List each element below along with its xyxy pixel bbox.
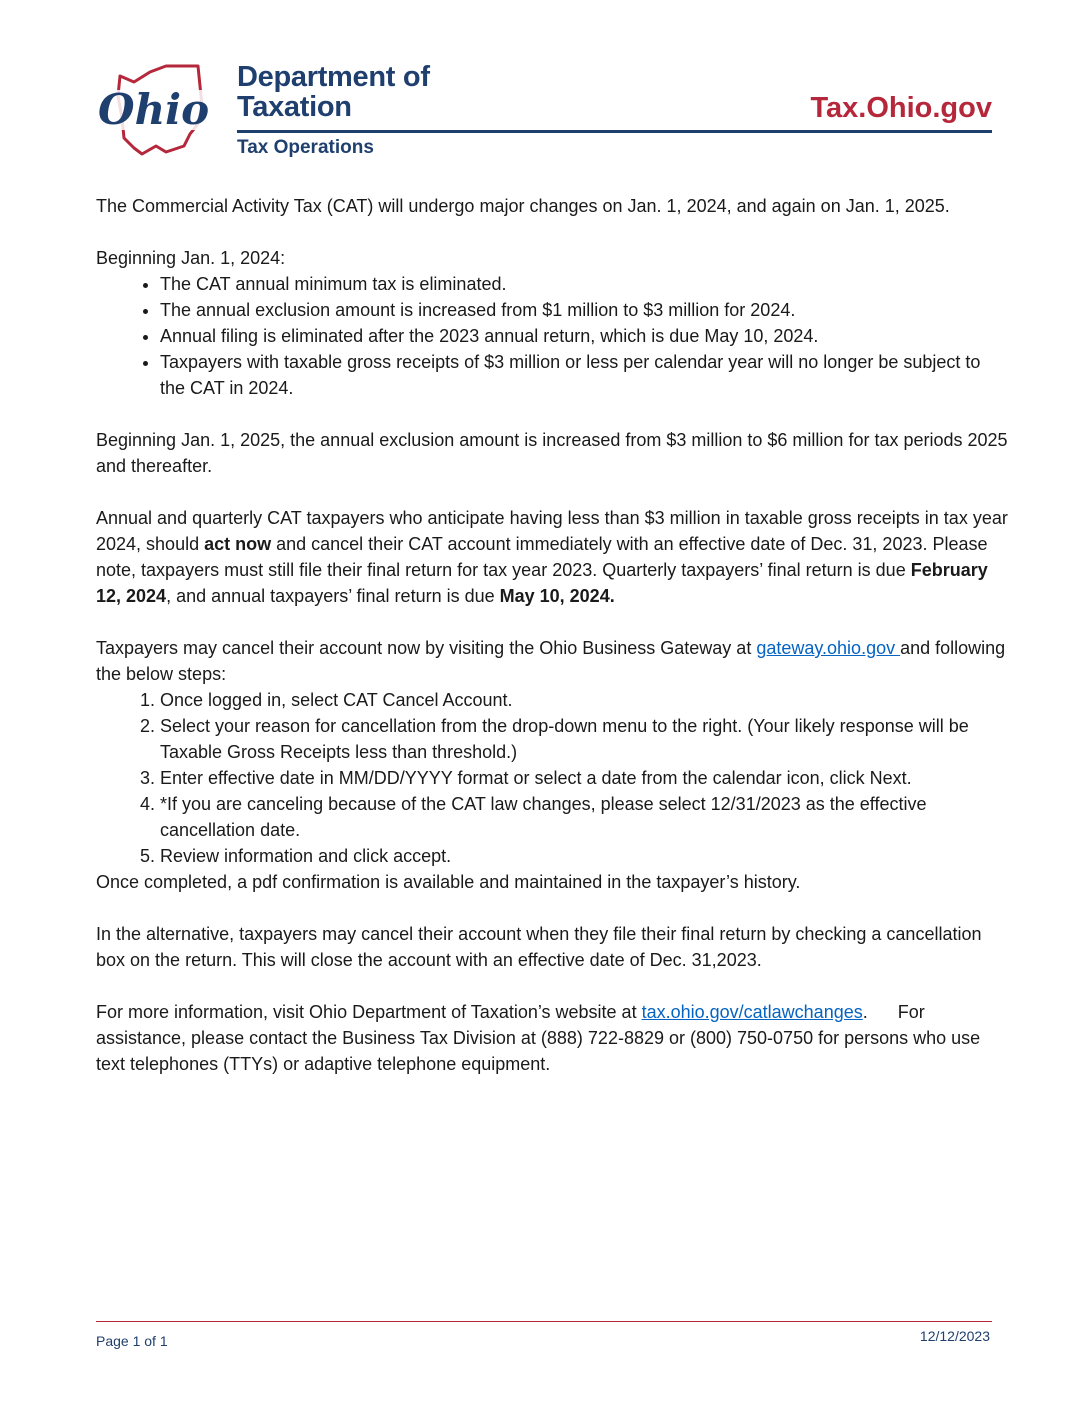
- footer-date: 12/12/2023: [919, 1328, 990, 1344]
- division-name: Tax Operations: [237, 137, 374, 158]
- step-item: 3. Enter effective date in MM/DD/YYYY format or select a date from the calendar icon, click Next.: [160, 765, 1008, 791]
- ohio-logo-icon: [94, 62, 218, 160]
- quarterly-due-date: February 12, 2024: [96, 560, 988, 606]
- act-text-3: , and annual taxpayers’ final return is due: [166, 586, 500, 606]
- site-url[interactable]: Tax.Ohio.gov: [810, 92, 992, 124]
- list-item: • Annual filing is eliminated after the 2023 annual return, which is due May 10, 2024.: [160, 323, 1008, 349]
- document-body: [96, 193, 1008, 1103]
- step-item: 5. Review information and click accept.: [160, 843, 1008, 869]
- list-item: • The CAT annual minimum tax is eliminated.: [160, 271, 1008, 297]
- section-2024-heading: Beginning Jan. 1, 2024:: [96, 248, 286, 268]
- completed-paragraph: Once completed, a pdf confirmation is available and maintained in the taxpayer’s history.: [96, 872, 801, 892]
- cancel-text-2: and following the below steps:: [96, 638, 1006, 684]
- gateway-link[interactable]: gateway.ohio.gov: [756, 638, 901, 658]
- footer-divider: [96, 1321, 992, 1322]
- cancel-paragraph: [96, 635, 1008, 687]
- act-text-1: Annual and quarterly CAT taxpayers who anticipate having less than $3 million in taxable gross receipts in tax year 2024, should: [96, 508, 1008, 554]
- page-header: [0, 0, 1088, 170]
- header-divider: [237, 130, 992, 133]
- more-text-2: . For assistance, please contact the Business Tax Division at (888) 722-8829 or (800) 750-0750 for persons who use text telephones (TTYs) or adaptive telephone equipment.: [96, 1002, 986, 1074]
- act-now-bold: act now: [204, 534, 272, 554]
- section-2025-paragraph: Beginning Jan. 1, 2025, the annual exclusion amount is increased from $3 million to $6 million for tax periods 2025 and thereafter.: [96, 430, 1008, 476]
- list-item: • Taxpayers with taxable gross receipts of $3 million or less per calendar year will no longer be subject to the CAT in 2024.: [160, 349, 1008, 401]
- more-text-1: For more information, visit Ohio Department of Taxation’s website at: [96, 1002, 642, 1022]
- department-name: [237, 62, 430, 122]
- step-item: 2. Select your reason for cancellation from the drop-down menu to the right. (Your likely response will be Taxable Gross Receipts less than threshold.): [160, 713, 1008, 765]
- annual-due-date: May 10, 2024.: [499, 586, 615, 606]
- more-info-paragraph: [96, 999, 1008, 1077]
- cat-law-changes-link[interactable]: tax.ohio.gov/catlawchanges: [641, 1002, 863, 1022]
- step-item: 1. Once logged in, select CAT Cancel Account.: [160, 687, 1008, 713]
- logo-wordmark: Ohio: [98, 85, 210, 134]
- page-number: Page 1 of 1: [96, 1333, 168, 1349]
- act-text-2: and cancel their CAT account immediately with an effective date of Dec. 31, 2023. Please note, taxpayers must still file their final return for tax year 2023. Quarterly taxpayers’ final return is due: [96, 534, 988, 580]
- cancel-text-1: Taxpayers may cancel their account now by visiting the Ohio Business Gateway at: [96, 638, 757, 658]
- list-2024-changes: [96, 271, 1008, 401]
- step-item: 4. *If you are canceling because of the CAT law changes, please select 12/31/2023 as the effective cancellation date.: [160, 791, 1008, 843]
- list-item: • The annual exclusion amount is increased from $1 million to $3 million for 2024.: [160, 297, 1008, 323]
- department-line-2: Taxation: [237, 91, 352, 123]
- alternative-paragraph: In the alternative, taxpayers may cancel their account when they file their final return by checking a cancellation box on the return. This will close the account with an effective date of Dec. 31,2023.: [96, 924, 982, 970]
- act-now-paragraph: [96, 505, 1008, 609]
- department-line-1: Department of: [237, 61, 430, 93]
- cancel-steps-list: [96, 687, 1008, 869]
- intro-paragraph: The Commercial Activity Tax (CAT) will undergo major changes on Jan. 1, 2024, and again on Jan. 1, 2025.: [96, 196, 950, 216]
